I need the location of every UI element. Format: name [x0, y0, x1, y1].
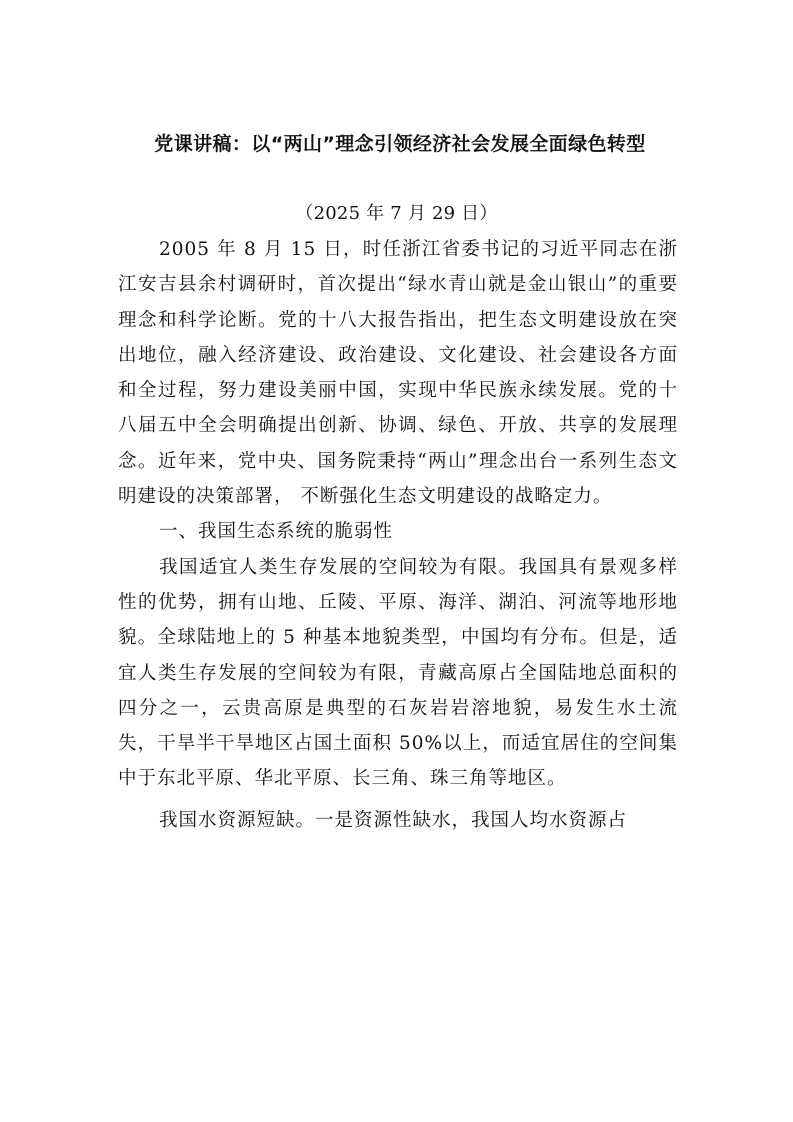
paragraph-living-space: 我国适宜人类生存发展的空间较为有限。我国具有景观多样性的优势，拥有山地、丘陵、平原、海洋、湖泊、河流等地形地貌。全球陆地上的 5 种基本地貌类型，中国均有分布。但是，适宜人类生存发展的空间较为有限，青藏高原占全国陆地总面积的四分之一，云贵高原是典型的石灰岩岩溶地貌，易发生水土流失，干旱半干旱地区占国土面积 50%以上，而适宜居住的空间集中于东北平原、华北平原、长三角、珠三角等地区。 — [118, 556, 678, 790]
paragraph-intro: 2005 年 8 月 15 日，时任浙江省委书记的习近平同志在浙江安吉县余村调研时，首次提出“绿水青山就是金山银山”的重要理念和科学论断。党的十八大报告指出，把生态文明建设放在突出地位，融入经济建设、政治建设、文化建设、社会建设各方面和全过程，努力建设美丽中国，实现中华民族永续发展。党的十八届五中全会明确提出创新、协调、绿色、开放、共享的发展理念。近年来，党中央、国务院秉持“两山”理念出台一系列生态文明建设的决策部署， 不断强化生态文明建设的战略定力。 — [118, 239, 678, 508]
document-date: （2025 年 7 月 29 日） — [295, 203, 498, 224]
document-title: 党课讲稿：以“两山”理念引领经济社会发展全面绿色转型 — [154, 133, 646, 155]
section-heading-1: 一、我国生态系统的脆弱性 — [159, 521, 394, 543]
document-body — [118, 232, 678, 838]
paragraph-water-resources: 我国水资源短缺。一是资源性缺水，我国人均水资源占 — [159, 809, 628, 831]
